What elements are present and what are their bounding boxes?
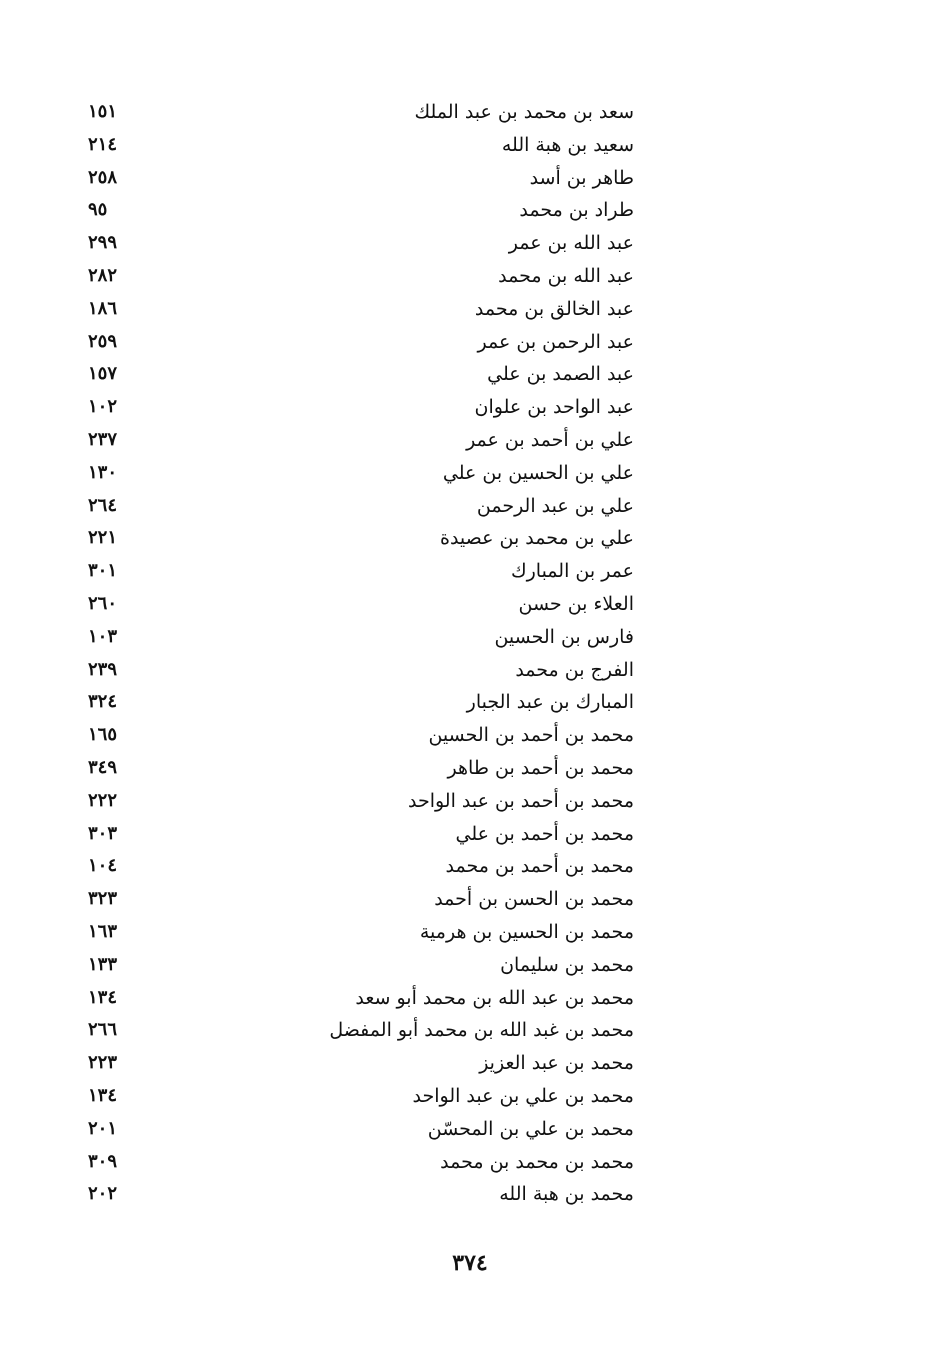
entry-name: محمد بن أحمد بن علي [455, 822, 634, 845]
entry-page-number: ١٣٤ [88, 986, 118, 1008]
entry-page-number: ٣٠١ [88, 560, 118, 582]
entry-page-number: ٣٠٣ [88, 822, 118, 844]
entry-name: عمر بن المبارك [510, 560, 634, 583]
index-entry [60, 1113, 640, 1146]
entry-page-number: ٢٣٩ [88, 658, 118, 680]
index-entry [60, 785, 640, 818]
index-entry [60, 1047, 640, 1080]
entry-name: محمد بن سليمان [500, 953, 634, 976]
entry-name: محمد بن هبة الله [499, 1183, 634, 1206]
entry-name: علي بن محمد بن عصيدة [440, 527, 634, 550]
index-entry [60, 490, 640, 523]
entry-name: محمد بن علي بن عبد الواحد [412, 1084, 634, 1107]
entry-page-number: ٢٥٨ [88, 166, 118, 188]
index-entry [60, 227, 640, 260]
index-entry [60, 194, 640, 227]
entry-name: محمد بن غبد الله بن محمد أبو المفضل [329, 1019, 634, 1042]
entry-name: طاهر بن أسد [529, 166, 634, 189]
entry-page-number: ٢٥٩ [88, 330, 118, 352]
index-entry [60, 949, 640, 982]
entry-page-number: ١٠٢ [88, 396, 118, 418]
entry-page-number: ١٥١ [88, 101, 118, 122]
entry-name: محمد بن محمد بن محمد [440, 1150, 634, 1173]
index-entry [60, 162, 640, 195]
index-entry [60, 129, 640, 162]
entry-name: سعيد بن هبة الله [501, 133, 634, 156]
index-entry [60, 1178, 640, 1211]
index-entry [60, 686, 640, 719]
entry-name: محمد بن أحمد بن طاهر [447, 756, 634, 779]
index-entry [60, 457, 640, 490]
entry-page-number: ٢٢٣ [88, 1052, 118, 1074]
entry-name: عبد الله بن عمر [508, 232, 634, 255]
entry-name: العلاء بن حسن [518, 592, 634, 615]
index-entry [60, 818, 640, 851]
entry-page-number: ٢٩٩ [88, 232, 118, 254]
entry-name: عبد الواحد بن علوان [474, 396, 634, 419]
entry-name: عبد الله بن محمد [498, 264, 634, 287]
entry-name: علي بن أحمد بن عمر [466, 428, 634, 451]
entry-name: محمد بن أحمد بن عبد الواحد [407, 789, 634, 812]
index-entry [60, 916, 640, 949]
entry-page-number: ١٥٧ [88, 363, 118, 385]
index-entry [60, 260, 640, 293]
entry-page-number: ١٠٤ [88, 855, 118, 877]
index-entry [60, 752, 640, 785]
entry-name: طراد بن محمد [519, 199, 634, 222]
index-entry [60, 555, 640, 588]
entry-name: عبد الصمد بن علي [487, 363, 634, 386]
entry-name: علي بن الحسين بن علي [442, 461, 634, 484]
entry-page-number: ٢٨٢ [88, 264, 118, 286]
index-entry [60, 588, 640, 621]
entry-page-number: ٢٢٢ [88, 789, 118, 811]
index-entry [60, 621, 640, 654]
entry-page-number: ١٣٣ [88, 953, 118, 975]
entry-page-number: ٢٣٧ [88, 428, 118, 450]
index-entry [60, 883, 640, 916]
entry-name: محمد بن عبد الله بن محمد أبو سعد [355, 986, 634, 1009]
entry-name: محمد بن علي بن المحسّن [427, 1117, 634, 1140]
entry-name: محمد بن أحمد بن محمد [445, 855, 634, 878]
index-entry [60, 982, 640, 1015]
entry-page-number: ٣٠٩ [88, 1150, 118, 1172]
entry-page-number: ٩٥ [88, 199, 108, 221]
index-entry [60, 1146, 640, 1179]
entry-name: عبد الرحمن بن عمر [477, 330, 634, 353]
entry-page-number: ١٦٥ [88, 724, 118, 746]
entry-page-number: ١٣٤ [88, 1084, 118, 1106]
entry-name: الفرج بن محمد [515, 658, 634, 681]
entry-page-number: ٢٠٢ [88, 1183, 118, 1205]
index-entry [60, 326, 640, 359]
page-number: ٣٧٤ [452, 1250, 488, 1276]
entry-page-number: ٢٢١ [88, 527, 118, 549]
index-entry [60, 358, 640, 391]
entry-name: سعد بن محمد بن عبد الملك [414, 101, 634, 123]
index-entry [60, 293, 640, 326]
entry-page-number: ١٠٣ [88, 625, 118, 647]
index-entry [60, 1014, 640, 1047]
entry-name: محمد بن الحسين بن هرمية [419, 920, 634, 943]
index-entry [60, 1080, 640, 1113]
entry-page-number: ٣٤٩ [88, 756, 118, 778]
index-entry [60, 719, 640, 752]
entry-page-number: ٢٦٤ [88, 494, 118, 516]
entry-page-number: ١٣٠ [88, 461, 118, 483]
entry-name: عبد الخالق بن محمد [474, 297, 634, 320]
index-entry [60, 96, 640, 129]
entry-name: المبارك بن عبد الجبار [466, 691, 634, 714]
entry-page-number: ١٨٦ [88, 297, 118, 319]
entry-page-number: ١٦٣ [88, 920, 118, 942]
index-entry [60, 424, 640, 457]
entry-page-number: ٣٢٣ [88, 888, 118, 910]
entry-page-number: ٢١٤ [88, 133, 118, 155]
index-entry [60, 654, 640, 687]
index-entry [60, 850, 640, 883]
index-entry [60, 391, 640, 424]
index-entry [60, 522, 640, 555]
entry-page-number: ٢٦٠ [88, 592, 118, 614]
entry-name: فارس بن الحسين [494, 625, 634, 648]
entry-page-number: ٣٢٤ [88, 691, 118, 713]
entry-name: محمد بن الحسن بن أحمد [434, 888, 634, 911]
entry-page-number: ٢٠١ [88, 1117, 118, 1139]
entry-name: علي بن عبد الرحمن [476, 494, 634, 517]
entry-name: محمد بن عبد العزيز [479, 1052, 634, 1075]
entry-name: محمد بن أحمد بن الحسين [428, 724, 634, 747]
name-index-list [60, 96, 640, 1211]
entry-page-number: ٢٦٦ [88, 1019, 118, 1041]
